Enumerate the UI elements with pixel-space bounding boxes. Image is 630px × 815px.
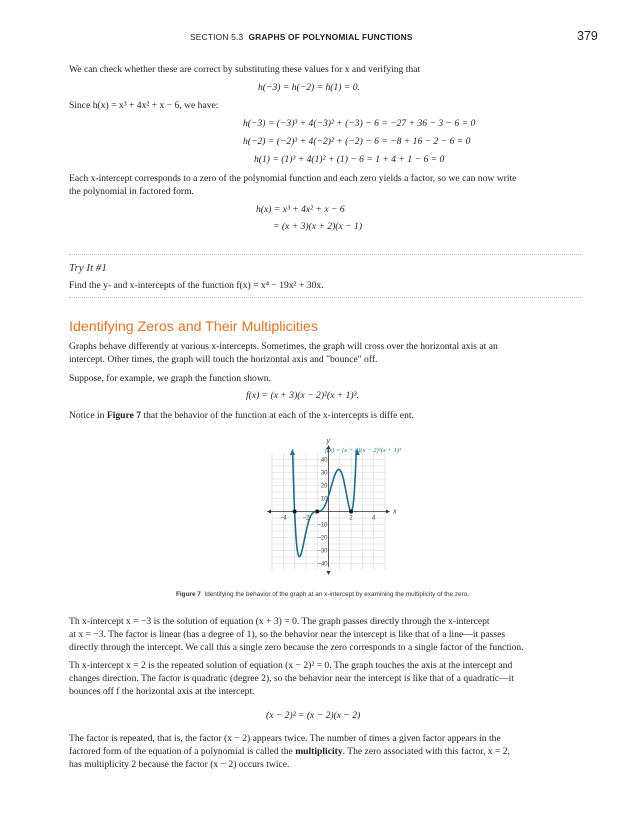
function-definition: f(x) = (x + 3)(x − 2)²(x + 1)³. [246,390,359,401]
p3-post: that the behavior of the function at each of the x-intercepts is diffe ent. [141,410,414,421]
caption-label: Figure 7 [176,591,201,598]
y-axis-label: y [326,438,330,445]
running-header [190,32,413,42]
y-tick-label: −20 [317,535,328,542]
p6-line-2 [69,746,510,758]
p6-line-3: has multiplicity 2 because the factor (x − 2) occurs twice. [69,759,290,770]
try-it-title: Try It #1 [69,262,107,274]
factored-line-2: = (x + 3)(x + 2)(x − 1) [273,221,363,232]
p1-line-1: Graphs behave differently at various x-intercepts. Sometimes, the graph will cross over the horizontal axis at an [69,341,498,352]
since-text: Since h(x) = x³ + 4x² + x − 6, we have: [69,100,219,111]
page-number: 379 [577,29,598,43]
x-axis-arrow [386,510,390,514]
p6-line-2-pre: factored form of the equation of a polynomial is called the [69,746,296,757]
calc-line-3: h(1) = (1)³ + 4(1)² + (1) − 6 = 1 + 4 + 1 − 6 = 0 [254,154,445,165]
p4-line-2: at x = −3. The factor is linear (has a degree of 1), so the behavior near the intercept is like that of a line—it passes [69,629,506,640]
p3 [69,410,414,422]
p6-line-1: The factor is repeated, that is, the factor (x − 2) appears twice. The number of times a given factor appears in the [69,733,501,744]
p1-line-2: intercept. Other times, the graph will touch the horizontal axis and "bounce" off. [69,354,378,365]
figure-7-graph [250,435,460,575]
section-label: SECTION 5.3 [190,32,244,42]
y-tick-label: −40 [317,561,328,568]
p3-pre: Notice in [69,410,107,421]
p4-line-1: Th x-intercept x = −3 is the solution of equation (x + 3) = 0. The graph passes directly through the x-intercept [69,616,490,627]
check-equation: h(−3) = h(−2) = h(1) = 0. [258,82,360,93]
factored-line-1: h(x) = x³ + 4x² + x − 6 [256,204,345,215]
try-it-text: Find the y- and x-intercepts of the function f(x) = x⁴ − 19x² + 30x. [69,280,324,291]
p5-line-3: bounces off f the horizontal axis at the intercept. [69,686,255,697]
section-title: GRAPHS OF POLYNOMIAL FUNCTIONS [248,32,413,42]
calc-line-2: h(−2) = (−2)³ + 4(−2)² + (−2) − 6 = −8 + 16 − 2 − 6 = 0 [243,136,471,147]
p6-line-2-post: . The zero associated with this factor, x = 2, [342,746,510,757]
y-tick-label: −10 [317,522,328,529]
p5-line-2: changes direction. The factor is quadratic (degree 2), so the behavior near the intercept is like that of a quadratic—it [69,673,514,684]
caption-text: Identifying the behavior of the graph at an x-intercept by examining the multiplicity of the zero. [204,591,470,598]
try-it-top-rule [69,254,581,255]
y-tick-label: 40 [320,457,328,464]
p5-line-1: Th x-intercept x = 2 is the repeated solution of equation (x − 2)² = 0. The graph touches the axis at the intercept and [69,660,513,671]
each-line-1: Each x-intercept corresponds to a zero of the polynomial function and each zero yields a factor, so we can now write [69,173,517,184]
y-tick-label: −30 [317,548,328,555]
x-tick-label: −4 [279,515,287,522]
multiplicity-term: multiplicity [295,746,343,757]
y-tick-label: 20 [320,483,328,490]
x-axis-arrow-left [267,510,271,514]
x-tick-label: 2 [349,515,353,522]
figure-ref: Figure 7 [106,410,142,421]
x-intercept-point [315,510,319,514]
check-text: We can check whether these are correct by substituting these values for x and verifying that [69,64,421,75]
x-intercept-point [293,510,297,514]
graph-axes [267,445,390,575]
p4-line-3: directly through the intercept. We call this a single zero because the zero corresponds to a single factor of the function. [69,642,524,653]
multiplicity-equation: (x − 2)² = (x − 2)(x − 2) [266,710,361,721]
try-it-bottom-rule [69,297,581,298]
y-axis-arrow-down [327,571,331,575]
y-tick-label: 10 [320,496,328,503]
x-intercept-point [349,510,353,514]
x-tick-label: 4 [372,515,376,522]
x-axis-label: x [393,508,397,516]
figure-caption [176,591,469,598]
x-tick-label: −2 [302,515,310,522]
y-tick-label: 30 [320,470,328,477]
section-heading: Identifying Zeros and Their Multiplicities [69,319,318,335]
each-line-2: the polynomial in factored form. [69,186,194,197]
curve-label: f(x) = (x + 3)(x − 2)²(x + 1)³ [325,447,402,454]
calc-line-1: h(−3) = (−3)³ + 4(−3)² + (−3) − 6 = −27 + 36 − 3 − 6 = 0 [243,118,476,129]
p2: Suppose, for example, we graph the function shown. [69,373,271,384]
